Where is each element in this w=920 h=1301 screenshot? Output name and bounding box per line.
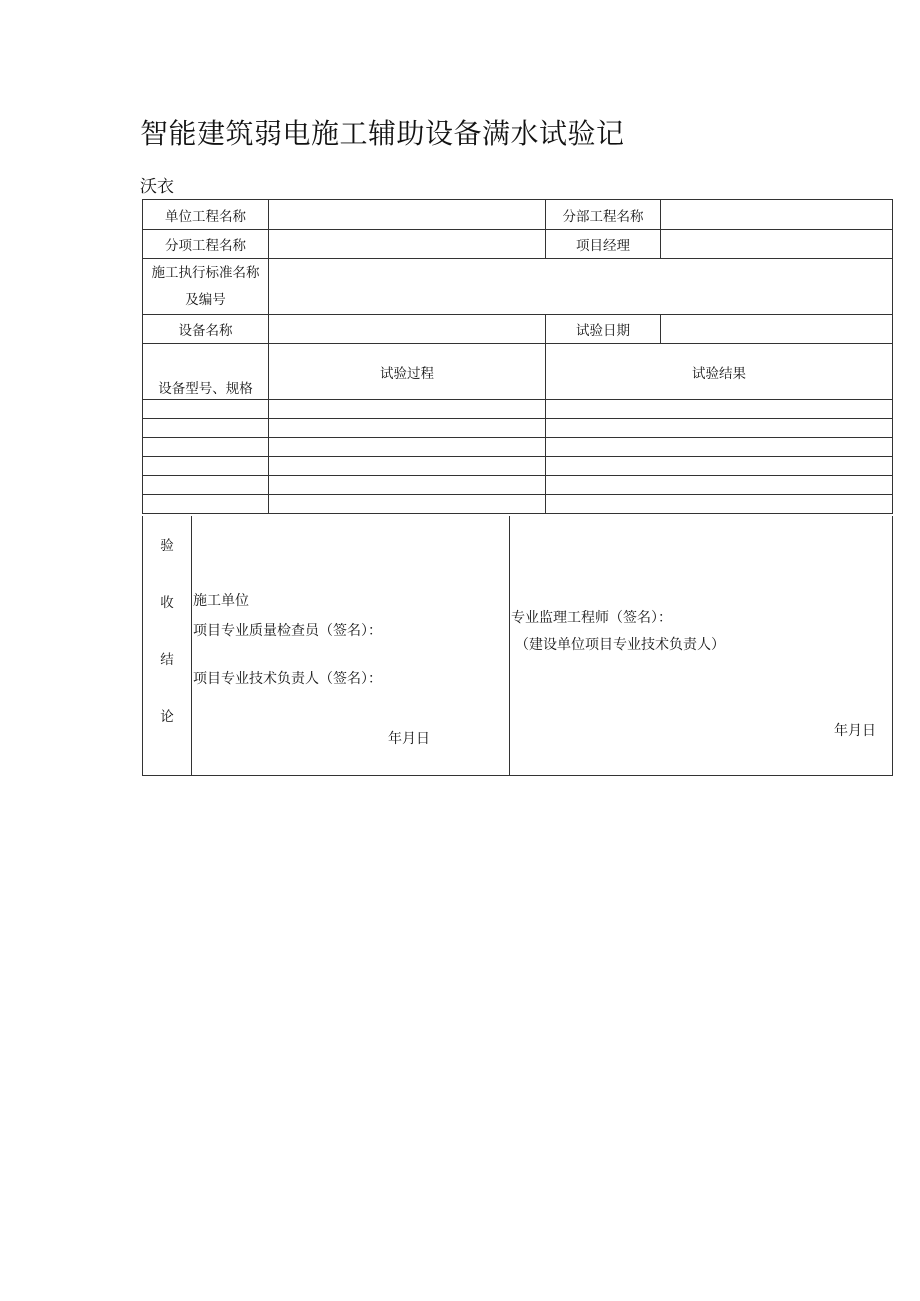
technical-lead-signature[interactable]: 项目专业技术负责人（签名）： [193,671,382,687]
standard-label [143,259,269,315]
document-subtitle: 沃衣 [140,177,174,197]
project-manager-label: 项目经理 [546,230,661,259]
record-form-table [142,199,893,514]
acceptance-vertical-label [143,516,192,775]
acceptance-conclusion-table [142,516,893,776]
supervisor-section [510,516,893,775]
table-cell[interactable] [143,438,269,457]
col-header-process: 试验过程 [269,344,546,400]
construction-unit-label: 施工单位 [193,593,249,609]
acceptance-label-char: 收 [160,595,174,611]
table-cell[interactable] [269,400,546,419]
table-cell[interactable] [546,419,893,438]
unit-project-field[interactable] [269,200,546,230]
table-cell[interactable] [546,457,893,476]
standard-label-line-2: 及编号 [185,291,226,308]
table-row [143,476,893,495]
unit-project-label: 单位工程名称 [143,200,269,230]
form-row-equipment [143,315,893,344]
document-title: 智能建筑弱电施工辅助设备满水试验记 [140,117,625,150]
table-cell[interactable] [143,457,269,476]
standard-field[interactable] [269,259,893,315]
table-cell[interactable] [546,495,893,514]
acceptance-row [143,516,893,775]
table-cell[interactable] [269,419,546,438]
test-date-label: 试验日期 [546,315,661,344]
table-cell[interactable] [546,438,893,457]
quality-inspector-signature[interactable]: 项目专业质量检查员（签名）： [193,623,382,639]
table-cell[interactable] [269,438,546,457]
table-row [143,495,893,514]
date-right[interactable]: 年月日 [834,723,876,739]
acceptance-label-char: 验 [160,538,174,554]
form-row-unit-project [143,200,893,230]
table-cell[interactable] [143,495,269,514]
table-cell[interactable] [269,476,546,495]
table-cell[interactable] [143,476,269,495]
table-cell[interactable] [269,457,546,476]
owner-representative-note: （建设单位项目专业技术负责人） [515,637,725,653]
table-cell[interactable] [269,495,546,514]
sub-project-label: 分部工程名称 [546,200,661,230]
col-header-result: 试验结果 [546,344,893,400]
sub-project-field[interactable] [661,200,893,230]
test-date-field[interactable] [661,315,893,344]
equipment-name-label: 设备名称 [143,315,269,344]
table-row [143,400,893,419]
table-cell[interactable] [143,419,269,438]
form-row-standard [143,259,893,315]
table-cell[interactable] [546,476,893,495]
acceptance-label-char: 论 [160,709,174,725]
supervisor-signature[interactable]: 专业监理工程师（签名）： [511,610,672,626]
item-project-field[interactable] [269,230,546,259]
test-table-header [143,344,893,400]
table-row [143,438,893,457]
standard-label-line-1: 施工执行标准名称 [151,264,260,281]
table-cell[interactable] [143,400,269,419]
col-header-model: 设备型号、规格 [143,344,269,400]
date-left[interactable]: 年月日 [388,731,430,747]
equipment-name-field[interactable] [269,315,546,344]
acceptance-label-char: 结 [160,652,174,668]
form-row-item-project [143,230,893,259]
project-manager-field[interactable] [661,230,893,259]
table-cell[interactable] [546,400,893,419]
table-row [143,457,893,476]
item-project-label: 分项工程名称 [143,230,269,259]
construction-unit-section [192,516,510,775]
table-row [143,419,893,438]
